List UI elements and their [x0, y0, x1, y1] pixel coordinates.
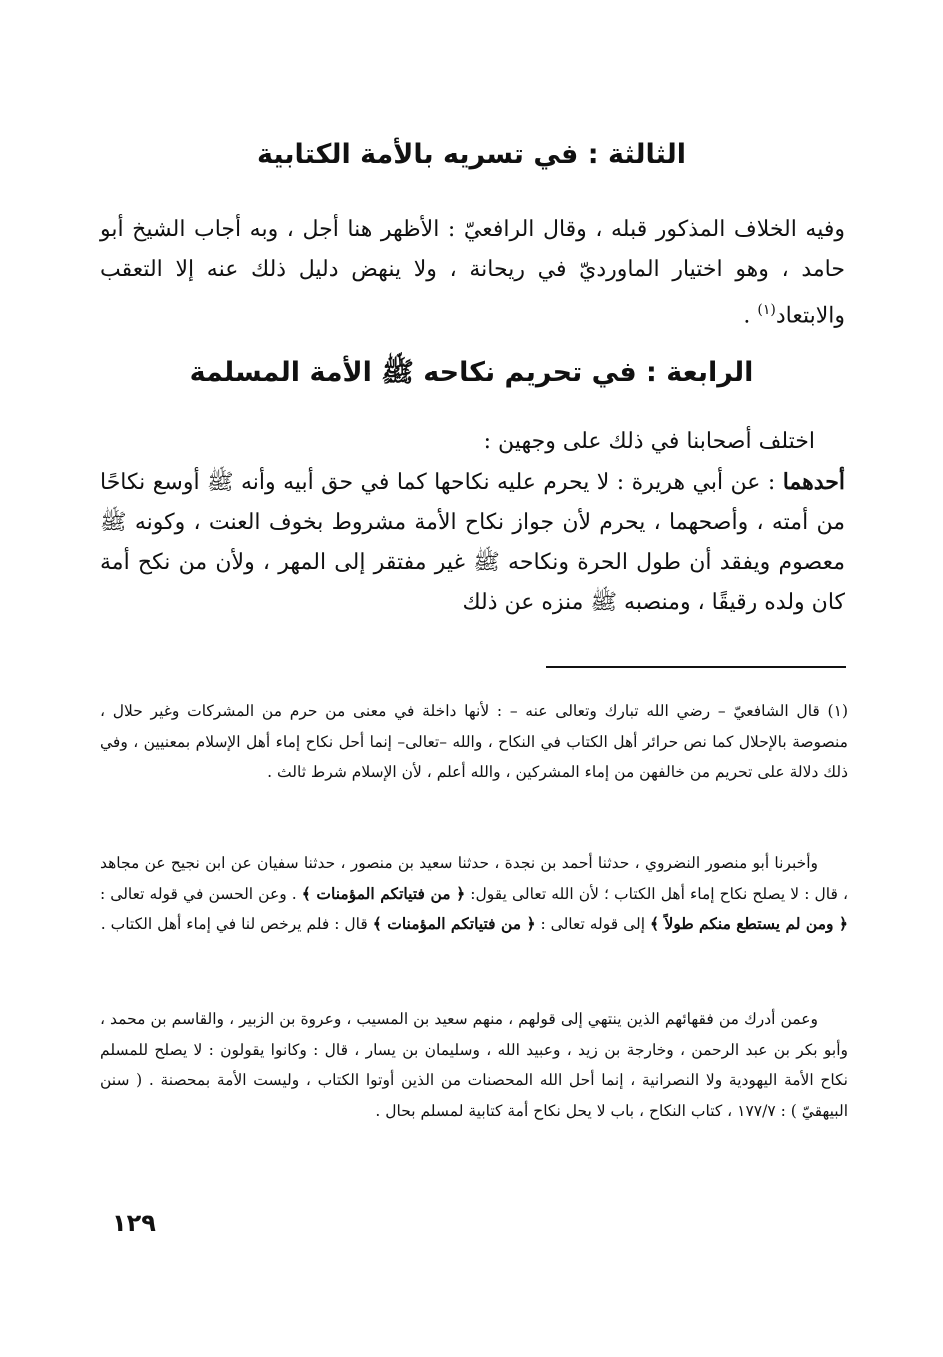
paragraph-third-text: وفيه الخلاف المذكور قبله ، وقال الرافعيّ : الأظهر هنا أجل ، وبه أجاب الشيخ أبو حامد ، وهو اختيار الماورديّ في ريحانة ، ولا ينهض دليل ذلك عنه إلا التعقب والابتعاد — [100, 217, 845, 329]
footnote-2-quran-quote-1: ﴿ من فتياتكم المؤمنات ﴾ — [301, 883, 466, 903]
section-heading-third: الثالثة : في تسريه بالأمة الكتابية — [256, 139, 687, 170]
paragraph-fourth-intro: اختلف أصحابنا في ذلك على وجهين : — [483, 429, 815, 454]
footnote-2-quran-quote-2: ﴿ ومن لم يستطع منكم طولاً ﴾ — [650, 914, 848, 933]
footnote-3: وعمن أدرك من فقهائهم الذين ينتهي إلى قولهم ، منهم سعيد بن المسيب ، وعروة بن الزبير ، والقاسم بن محمد ، وأبو بكر بن عبد الرحمن ، وخارجة بن زيد ، وعبيد الله ، وسليمان بن يسار ، قال : وكانوا يقولون : لا يصلح للمسلم نكاح الأمة اليهودية ولا النصرانية ، إنما أحل الله المحصنات من الذين أوتوا الكتاب ، وليست الأمة بمحصنة . ( سنن البيهقيّ ) : ١٧٧/٧ ، كتاب النكاح ، باب لا يحل نكاح أمة كتابية لمسلم بحال . — [100, 1010, 848, 1120]
page-number: ١٢٩ — [112, 1209, 156, 1237]
section-heading-fourth: الرابعة : في تحريم نكاحه ﷺ الأمة المسلمة — [189, 357, 754, 388]
paragraph-fourth-body: : عن أبي هريرة : لا يحرم عليه نكاحها كما في حق أبيه وأنه ﷺ أوسع نكاحًا من أمته ، وأصحهما ، يحرم لأن جواز نكاح الأمة مشروط بخوف العنت ، وكونه ﷺ معصوم ويفقد أن طول الحرة ونكاحه ﷺ غير مفتقر إلى المهر ، ولأن من نكح أمة كان ولده رقيقًا ، ومنصبه ﷺ منزه عن ذلك — [100, 470, 845, 615]
paragraph-third — [100, 210, 845, 336]
paragraph-fourth-body-block — [100, 462, 845, 623]
paragraph-fourth-lead: أحدهما — [782, 469, 845, 495]
footnote-2-text-b: . وعن الحسن في قوله تعالى : — [100, 884, 302, 903]
footnote-2-text-d: قال : فلم يرخص لنا في إماء أهل الكتاب . — [100, 915, 373, 933]
footnote-2 — [100, 848, 848, 940]
footnote-2-text-a: وأخبرنا أبو منصور النضروي ، حدثنا أحمد بن نجدة ، حدثنا سعيد بن منصور ، حدثنا سفيان عن ابن نجيح عن مجاهد ، قال : لا يصلح نكاح إماء أهل الكتاب ؛ لأن الله تعالى يقول: — [100, 854, 848, 903]
paragraph-fourth — [100, 422, 845, 623]
paragraph-third-end: . — [743, 303, 758, 329]
footnote-2-quran-quote-3: ﴿ من فتياتكم المؤمنات ﴾ — [372, 914, 536, 933]
footnote-reference[interactable]: (١) — [757, 302, 776, 318]
footnote-1: (١) قال الشافعيّ – رضي الله تبارك وتعالى عنه – : لأنها داخلة في معنى من حرم من المشركات وغير حلال ، منصوصة بالإحلال كما نص حرائر أهل الكتاب في النكاح ، والله –تعالى– إنما أحل نكاح إماء أهل الإسلام بمعنيين ، وفي ذلك دلالة على تحريم من خالفهن من إماء المشركين ، والله أعلم ، لأن الإسلام شرط ثالث . — [100, 702, 848, 781]
footnote-2-text-c: إلى قوله تعالى : — [535, 915, 650, 933]
footnote-separator — [546, 666, 846, 668]
